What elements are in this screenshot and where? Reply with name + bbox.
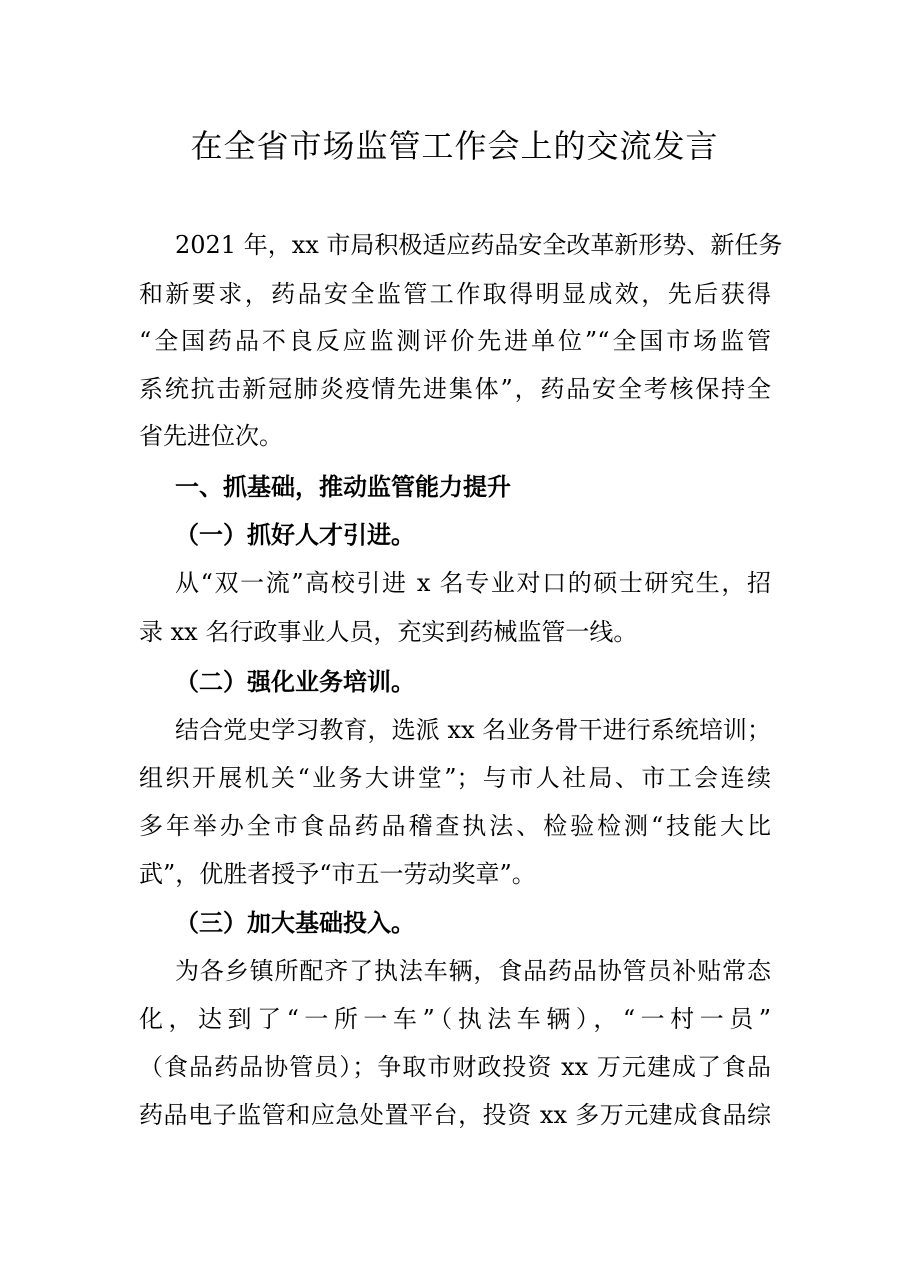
sub2-line-1: 结合党史学习教育，选派 xx 名业务骨干进行系统培训； — [175, 716, 771, 744]
section-heading-1: 一、抓基础，推动监管能力提升 — [175, 473, 511, 501]
subsection-heading-2: （二）强化业务培训。 — [175, 668, 415, 696]
subsection-heading-3: （三）加大基础投入。 — [175, 909, 415, 937]
sub2-line-2: 组织开展机关“业务大讲堂”；与市人社局、市工会连续 — [139, 764, 771, 792]
sub3-line-1: 为各乡镇所配齐了执法车辆，食品药品协管员补贴常态 — [175, 957, 771, 985]
intro-line-5: 省先进位次。 — [139, 422, 283, 450]
subsection-heading-1: （一）抓好人才引进。 — [175, 521, 415, 549]
sub3-line-4: 药品电子监管和应急处置平台，投资 xx 多万元建成食品综 — [139, 1101, 771, 1129]
intro-line-4: 系统抗击新冠肺炎疫情先进集体”，药品安全考核保持全 — [139, 375, 771, 403]
document-title: 在全省市场监管工作会上的交流发言 — [190, 127, 719, 165]
sub3-line-2: 化，达到了“一所一车”（执法车辆），“一村一员” — [139, 1005, 771, 1033]
intro-line-2: 和新要求，药品安全监管工作取得明显成效，先后获得 — [139, 280, 771, 308]
intro-line-3: “全国药品不良反应监测评价先进单位”“全国市场监管 — [139, 327, 771, 355]
sub1-line-2: 录 xx 名行政事业人员，充实到药械监管一线。 — [139, 618, 638, 646]
sub2-line-3: 多年举办全市食品药品稽查执法、检验检测“技能大比 — [139, 812, 771, 840]
sub1-line-1: 从“双一流”高校引进 x 名专业对口的硕士研究生，招 — [175, 569, 771, 597]
sub3-line-3: （食品药品协管员）；争取市财政投资 xx 万元建成了食品 — [139, 1053, 771, 1081]
intro-line-1: 2021 年，xx 市局积极适应药品安全改革新形势、新任务 — [175, 231, 783, 259]
sub2-line-4: 武”，优胜者授予“市五一劳动奖章”。 — [139, 860, 536, 888]
